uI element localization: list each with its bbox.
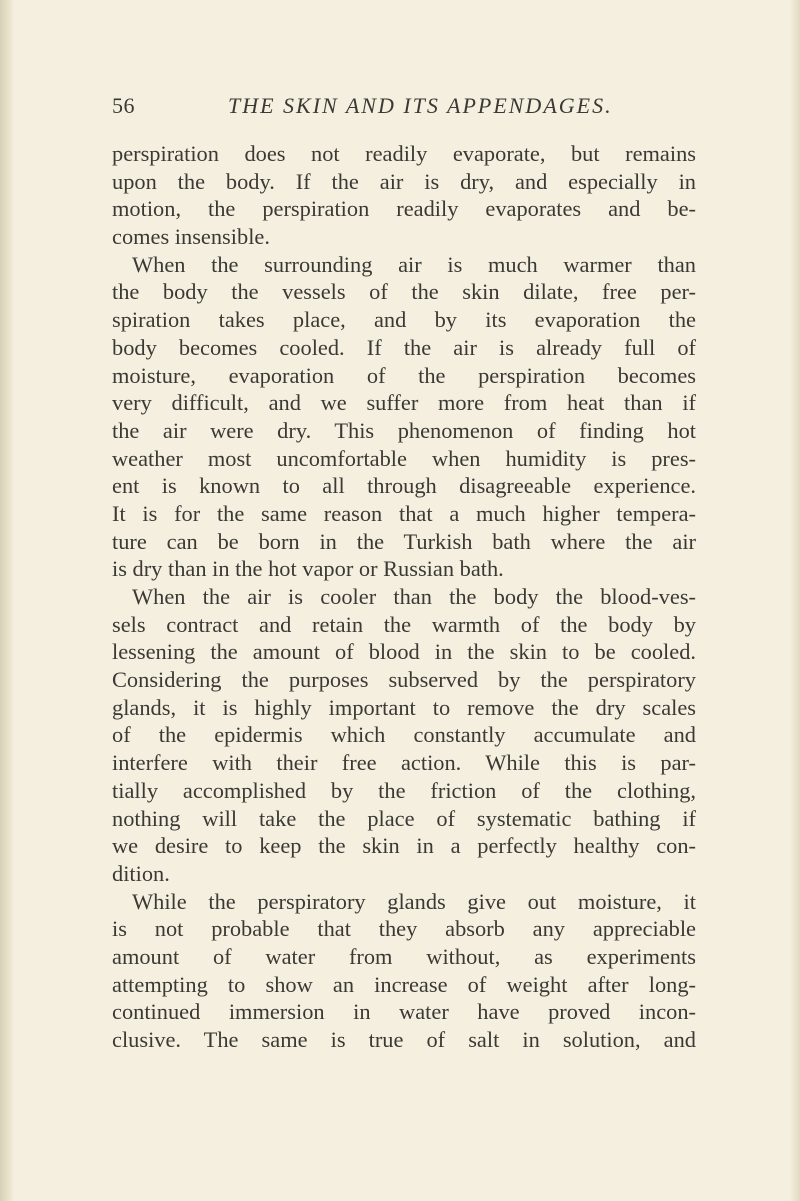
page-gutter-shadow	[0, 0, 14, 1201]
text-line: When the air is cooler than the body the blood-ves-	[132, 584, 696, 609]
text-line: glands, it is highly important to remove the dry scales	[112, 694, 696, 720]
text-line: It is for the same reason that a much higher tempera-	[112, 500, 696, 526]
text-line: upon the body. If the air is dry, and especially in	[112, 168, 696, 194]
text-line: motion, the perspiration readily evaporates and be-	[112, 196, 696, 222]
text-line: spiration takes place, and by its evaporation the	[112, 307, 696, 333]
text-line: is not probable that they absorb any appreciable	[112, 916, 696, 942]
page-number: 56	[112, 93, 135, 118]
text-line: the body the vessels of the skin dilate, free per-	[112, 279, 696, 305]
text-line: interfere with their free action. While this is par-	[112, 750, 696, 776]
text-line: dition.	[112, 860, 170, 886]
text-line: continued immersion in water have proved incon-	[112, 999, 696, 1025]
text-line: When the surrounding air is much warmer than	[132, 251, 696, 277]
text-line: ent is known to all through disagreeable experience.	[112, 473, 696, 499]
text-line: While the perspiratory glands give out moisture, it	[132, 888, 696, 914]
text-line: nothing will take the place of systematic bathing if	[112, 805, 696, 831]
text-line: attempting to show an increase of weight after long-	[112, 971, 696, 997]
page-edge-shadow	[790, 0, 800, 1201]
text-line: the air were dry. This phenomenon of finding hot	[112, 417, 696, 443]
running-head-title: THE SKIN AND ITS APPENDAGES.	[228, 93, 613, 118]
text-line: comes insensible.	[112, 224, 270, 250]
text-line: ture can be born in the Turkish bath where the air	[112, 528, 696, 554]
text-line: perspiration does not readily evaporate, but remains	[112, 141, 696, 166]
text-line: Considering the purposes subserved by the perspiratory	[112, 667, 696, 693]
text-line: lessening the amount of blood in the skin to be cooled.	[112, 639, 696, 665]
text-line: body becomes cooled. If the air is already full of	[112, 334, 696, 360]
text-line: clusive. The same is true of salt in solution, and	[112, 1027, 696, 1052]
text-line: moisture, evaporation of the perspiration becomes	[112, 362, 696, 388]
body-text	[112, 140, 696, 1054]
text-line: sels contract and retain the warmth of the body by	[112, 611, 696, 637]
running-head	[112, 93, 712, 129]
text-line: very difficult, and we suffer more from heat than if	[112, 390, 696, 416]
text-line: of the epidermis which constantly accumulate and	[112, 722, 696, 748]
text-line: is dry than in the hot vapor or Russian bath.	[112, 556, 504, 582]
text-line: we desire to keep the skin in a perfectly healthy con-	[112, 833, 696, 859]
text-line: weather most uncomfortable when humidity is pres-	[112, 445, 696, 471]
text-line: amount of water from without, as experiments	[112, 943, 696, 969]
text-line: tially accomplished by the friction of the clothing,	[112, 777, 696, 803]
